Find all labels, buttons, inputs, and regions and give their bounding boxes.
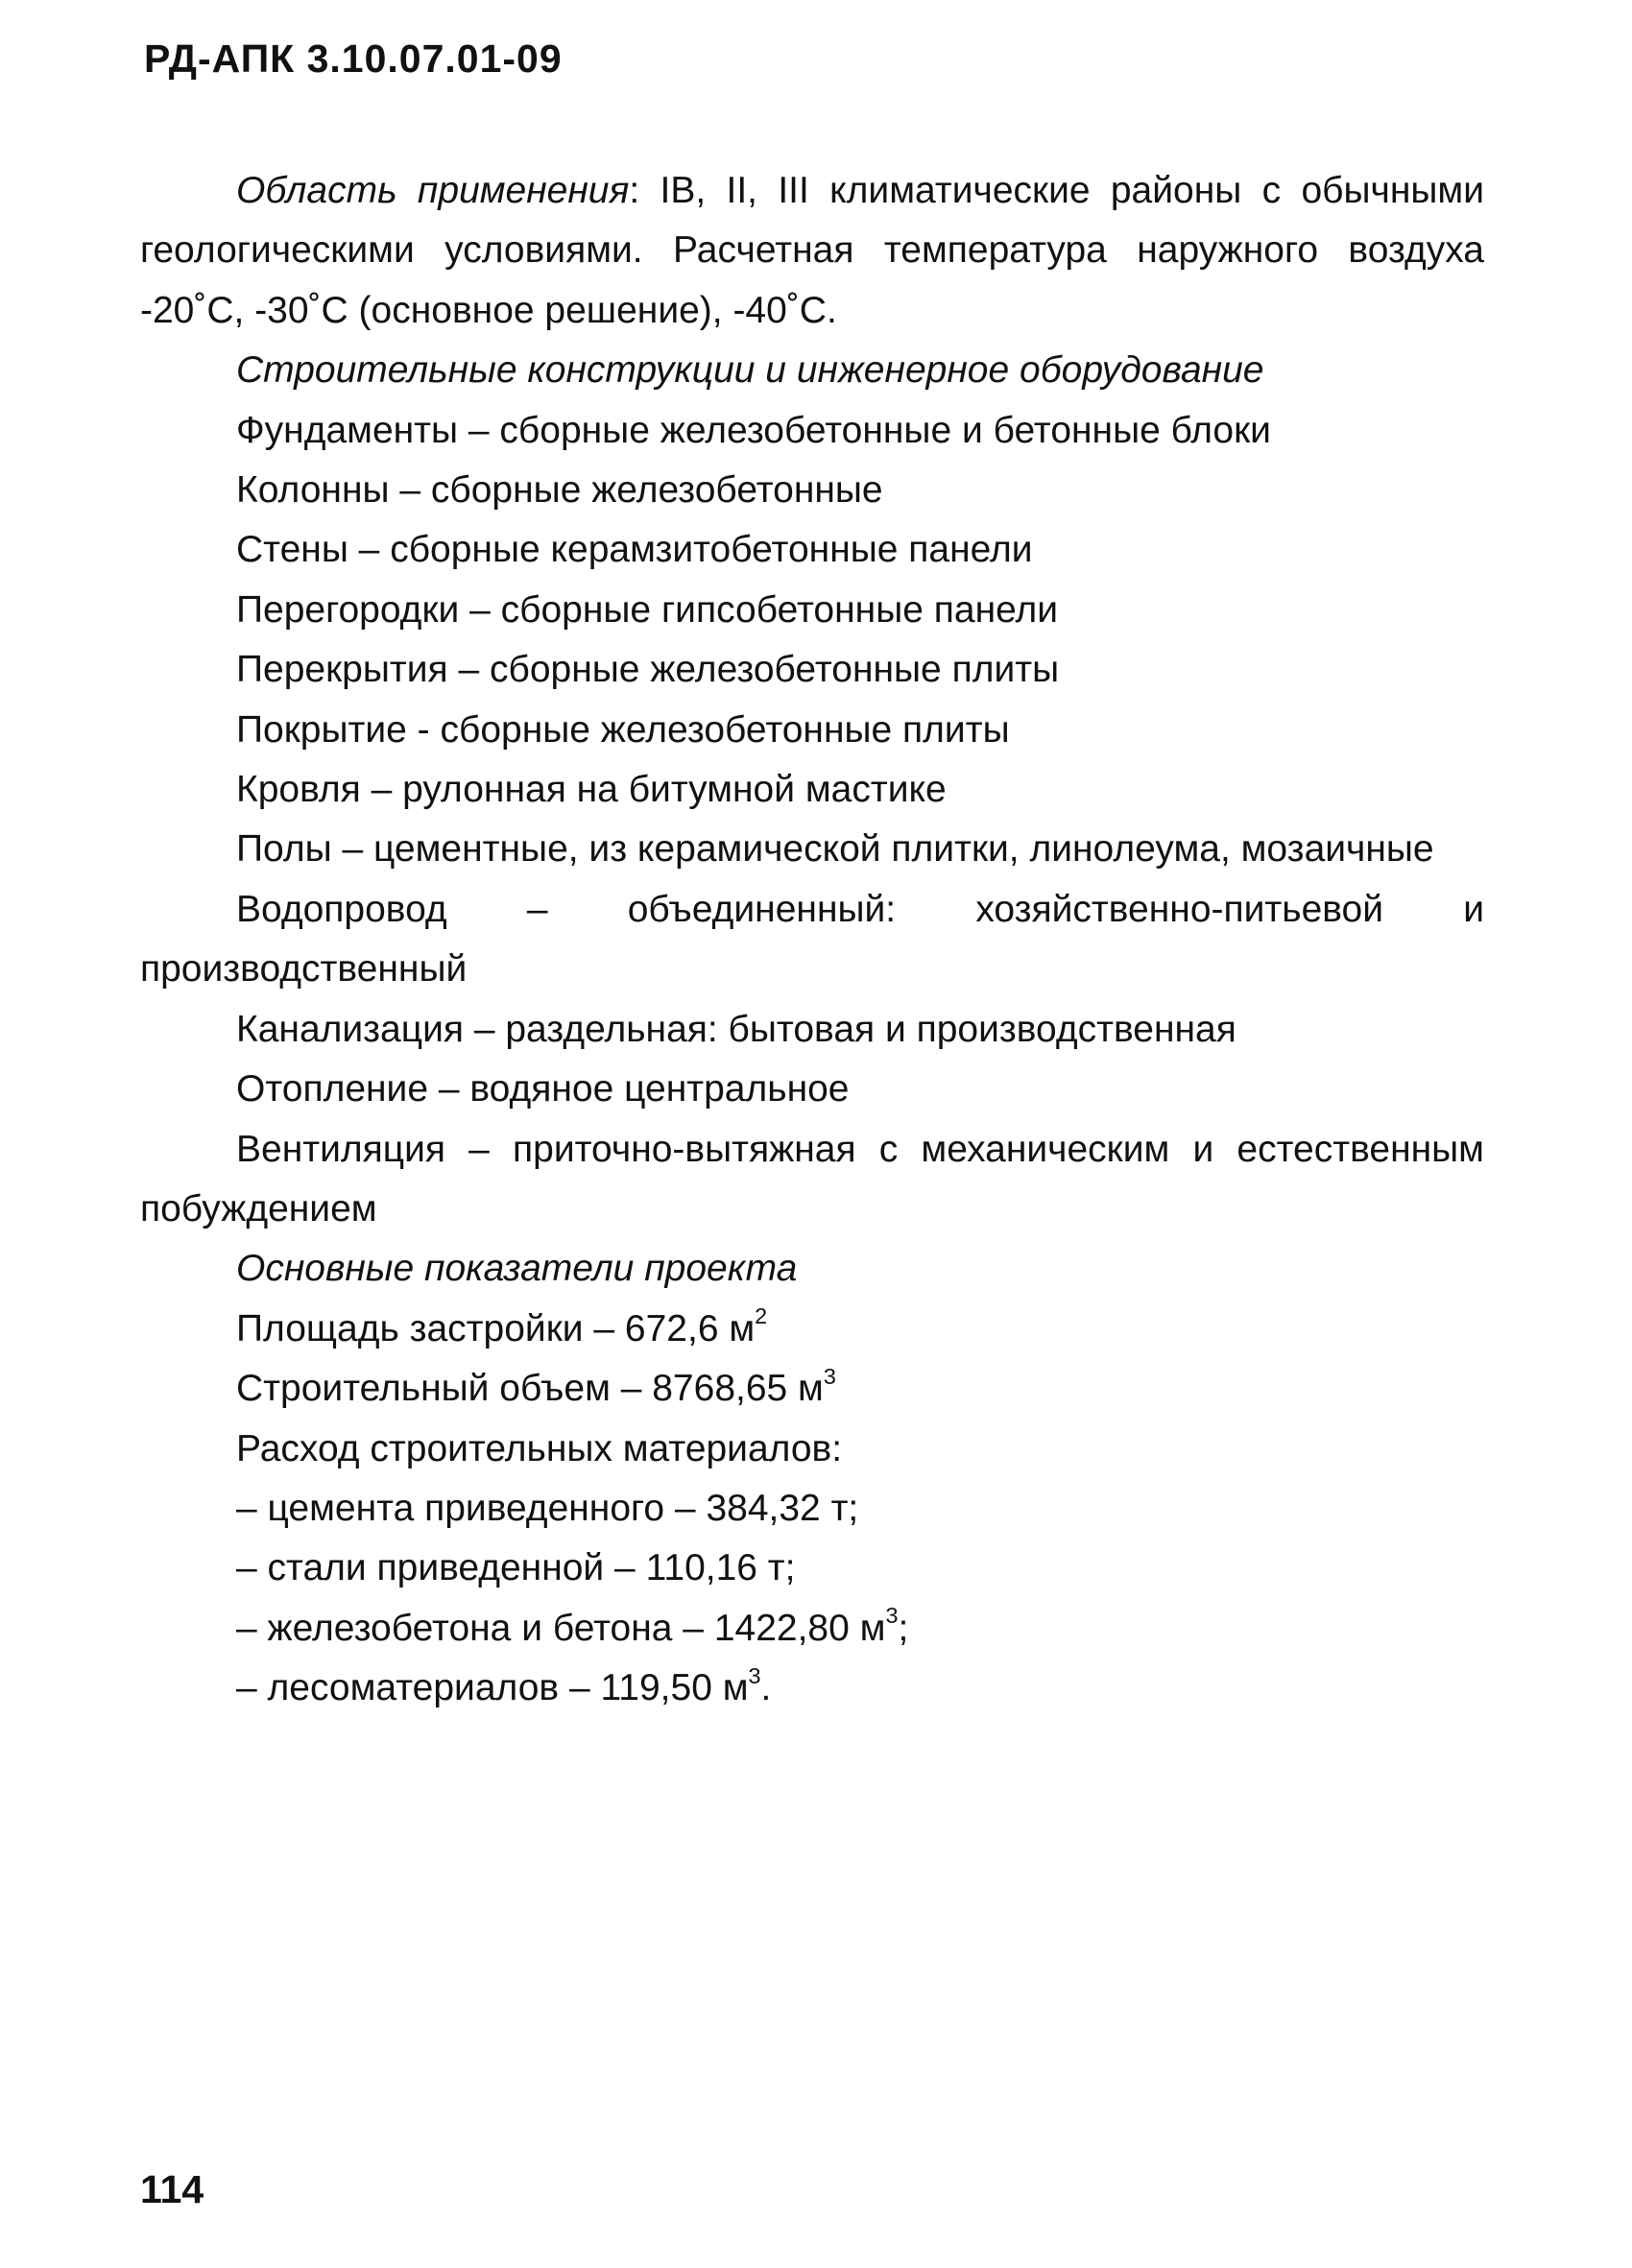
- construction-item-foundations: Фундаменты – сборные железобетонные и бетонные блоки: [236, 409, 1271, 451]
- concrete-punct: ;: [898, 1607, 909, 1649]
- construction-item-water-supply: Водопровод – объединенный: хозяйственно-питьевой и производственный: [140, 888, 1484, 991]
- timber-unit-power: 3: [748, 1662, 761, 1688]
- building-volume-text: Строительный объем – 8768,65 м: [236, 1368, 824, 1410]
- constructions-heading: Строительные конструкции и инженерное оборудование: [236, 349, 1264, 392]
- indicator-building-volume: [140, 1359, 1484, 1419]
- material-steel: – стали приведенной – 110,16 т;: [236, 1547, 796, 1589]
- page-number: 114: [140, 2167, 204, 2211]
- construction-item-sewerage: Канализация – раздельная: бытовая и производственная: [236, 1008, 1236, 1050]
- construction-item-floors: Полы – цементные, из керамической плитки, линолеума, мозаичные: [236, 828, 1434, 871]
- concrete-unit-power: 3: [885, 1603, 899, 1629]
- scope-text: : IB, II, III климатические районы с обычными геологическими условиями. Расчетная температура наружного воздуха -20˚С, -30˚С (основное решение), -40˚С.: [140, 170, 1484, 331]
- building-area-text: Площадь застройки – 672,6 м: [236, 1307, 756, 1349]
- construction-item-floors-slabs: Перекрытия – сборные железобетонные плиты: [236, 649, 1060, 691]
- construction-item-columns: Колонны – сборные железобетонные: [236, 469, 883, 512]
- building-volume-unit-power: 3: [823, 1363, 836, 1389]
- document-code: РД-АПК 3.10.07.01-09: [144, 36, 563, 81]
- timber-text: – лесоматериалов – 119,50 м: [236, 1667, 749, 1709]
- document-body: [140, 161, 1484, 1719]
- construction-item-partitions: Перегородки – сборные гипсобетонные панели: [236, 588, 1059, 631]
- timber-punct: .: [760, 1667, 772, 1709]
- concrete-text: – железобетона и бетона – 1422,80 м: [236, 1607, 886, 1649]
- material-timber: [140, 1659, 1484, 1718]
- building-area-unit-power: 2: [755, 1303, 768, 1329]
- indicator-building-area: [140, 1300, 1484, 1359]
- construction-item-roof-slabs: Покрытие - сборные железобетонные плиты: [236, 708, 1010, 751]
- scope-paragraph: [140, 161, 1484, 341]
- construction-item-roofing: Кровля – рулонная на битумной мастике: [236, 769, 947, 811]
- construction-item-ventilation: Вентиляция – приточно-вытяжная с механическим и естественным побуждением: [140, 1128, 1484, 1229]
- construction-item-walls: Стены – сборные керамзитобетонные панели: [236, 529, 1033, 571]
- construction-item-heating: Отопление – водяное центральное: [236, 1068, 850, 1110]
- indicators-heading: Основные показатели проекта: [236, 1248, 798, 1290]
- scope-label: Область применения: [236, 170, 630, 211]
- material-concrete: [140, 1599, 1484, 1659]
- materials-heading: Расход строительных материалов:: [236, 1427, 843, 1469]
- material-cement: – цемента приведенного – 384,32 т;: [236, 1487, 859, 1529]
